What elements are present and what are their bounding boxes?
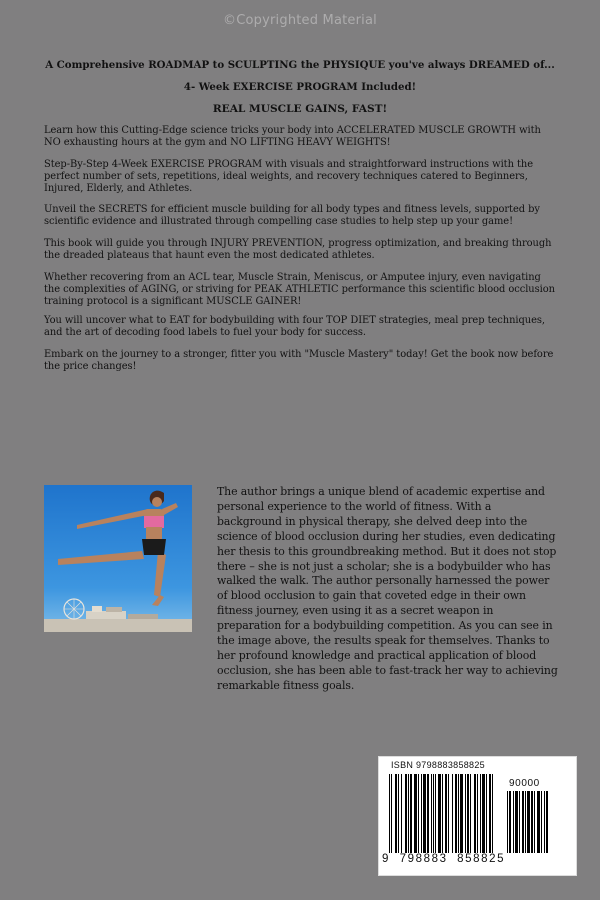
blurb-paragraph-1: Learn how this Cutting-Edge science tricks your body into ACCELERATED MUSCLE GROWTH with NO exhausting hours at the gym and NO LIFTING HEAVY WEIGHTS!: [44, 125, 541, 148]
ean13-bars: [389, 774, 501, 853]
isbn-barcode: [378, 756, 577, 876]
headline-muscle-gains: REAL MUSCLE GAINS, FAST!: [212, 103, 388, 115]
author-bio: The author brings a unique blend of academic expertise and personal experience to the world of fitness. With a background in physical therapy, she delved deep into the science of blood occlusion during her studies, even dedicating her thesis to this groundbreaking method. But it does not stop there – she is not just a scholar; she is a bodybuilder who has walked the walk. The author personally harnessed the power of blood occlusion to gain that coveted edge in their own fitness journey, even using it as a secret weapon in preparation for a bodybuilding competition. As you can see in the image above, the results speak for themselves. Thanks to her profound knowledge and practical application of blood occlusion, she has been able to fast-track her way to achieving remarkable fitness goals.: [217, 485, 558, 692]
price-code: 90000: [509, 778, 540, 789]
ean-digits: 9 798883 858825: [382, 853, 506, 865]
author-photo: [44, 485, 192, 632]
copyright-watermark-top: ©Copyrighted Material: [223, 13, 377, 28]
headline-exercise-program: 4- Week EXERCISE PROGRAM Included!: [183, 81, 417, 93]
blurb-paragraph-6: You will uncover what to EAT for bodybuilding with four TOP DIET strategies, meal prep techniques, and the art of decoding food labels to fuel your body for success.: [44, 315, 545, 338]
headline-roadmap: A Comprehensive ROADMAP to SCULPTING the PHYSIQUE you've always DREAMED of...: [45, 59, 555, 71]
blurb-paragraph-2: Step-By-Step 4-Week EXERCISE PROGRAM with visuals and straightforward instructions with the perfect number of sets, repetitions, ideal weights, and recovery techniques catered to Beginners, Injured, Elderly, and Athletes.: [44, 159, 534, 194]
price-supplement-bars: [507, 791, 565, 853]
blurb-paragraph-3: Unveil the SECRETS for efficient muscle building for all body types and fitness levels, supported by scientific evidence and illustrated through compelling case studies to help step up your game!: [44, 204, 540, 227]
blurb-paragraph-4: This book will guide you through INJURY PREVENTION, progress optimization, and breaking through the dreaded plateaus that haunt even the most dedicated athletes.: [44, 238, 552, 261]
blurb-paragraph-7: Embark on the journey to a stronger, fitter you with "Muscle Mastery" today! Get the book now before the price changes!: [44, 349, 554, 372]
blurb-paragraph-5: Whether recovering from an ACL tear, Muscle Strain, Meniscus, or Amputee injury, even navigating the complexities of AGING, or striving for PEAK ATHLETIC performance this scientific blood occlusion training protocol is a significant MUSCLE GAINER!: [44, 272, 555, 307]
isbn-label: ISBN 9798883858825: [391, 760, 485, 770]
